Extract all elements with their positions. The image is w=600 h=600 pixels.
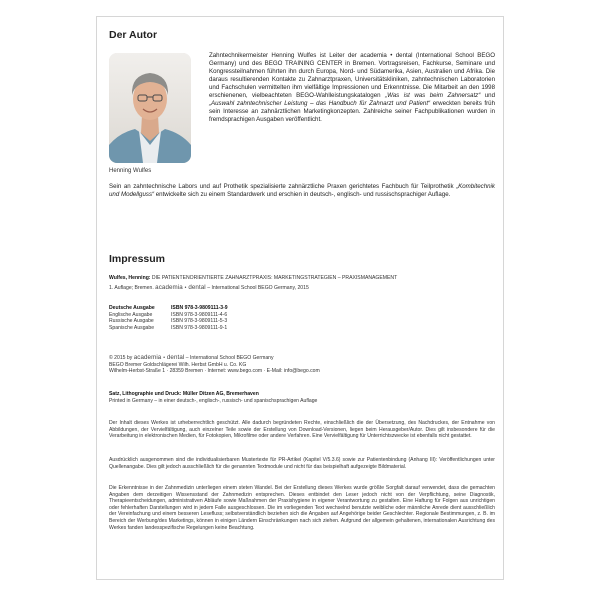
academia-dental-logo: academia • dental	[133, 354, 185, 361]
extra-text: entwickelte sich zu einem Standardwerk und erschien in deutsch-, englisch- und russischsprachiger Auflage.	[154, 191, 451, 199]
bio-book-title: „Was ist was beim Zahnersatz“	[385, 92, 481, 100]
bio-text: Zahntechnikermeister Henning Wulfes ist Leiter der academia • dental (International School BEGO Germany) und des BEGO TRAINING CENTER in Bremen. Vortragsreisen, Fachkurse, Seminare und Kongressteilnahmen führten ihn durch Europa, Nord- und Südamerika, Asien, Australien und Afrika. Die daraus resultierenden Kontakte zu Zahnarztpraxen, Universitätskliniken, zahntechnischen Laboratorien und Fachschulen vermittelten ihm vielfältige Impressionen und Erkenntnisse. Die Mitarbeit an den 1998 erschienenen, vielbeachteten BEGO-Wahlleistungskatalogen	[209, 52, 495, 100]
isbn-row: Englische Ausgabe ISBN 978-3-9809111-4-6	[109, 311, 228, 318]
author-bio	[209, 52, 495, 124]
author-portrait-image	[109, 53, 191, 163]
impressum-heading: Impressum	[109, 253, 166, 265]
disclaimer-paragraph: Die Erkenntnisse in der Zahnmedizin unterliegen einem steten Wandel. Bei der Erstellung dieses Werkes wurde größte Sorgfalt darauf verwendet, dass die gemachten Angaben dem derzeitigen Wissensstand der Zahnmedizin entsprechen. Dieses entbindet den Leser jedoch nicht von der Verpflichtung, seine Diagnostik, Therapieentscheidungen, administrativen Abläufe sowie Maßnahmen der Praxishygiene in eigener Verantwortung zu gestalten. Eine Haftung für Folgen aus unrichtigen oder fehlerhaften Darstellungen wird in jedem Falle ausgeschlossen. Die im vorliegenden Text wechselnd benutzte weibliche oder männliche Anrede dient ausschließlich der Vereinfachung und einem besseren Lesefluss; selbstverständlich beziehen sich die Angaben auf Angehörige beider Geschlechter. Regionale Bestimmungen, z. B. im Bereich der Werbung/des Marketings, können in einigen Ländern Einschränkungen nach sich ziehen. Aufgrund der allgemein gehaltenen, internationalen Ausrichtung des Werkes fanden landesspezifische Regelungen keine Beachtung.	[109, 485, 495, 531]
edition-prefix: 1. Auflage; Bremen.	[109, 285, 154, 291]
edition-line	[109, 285, 495, 292]
author-heading: Der Autor	[109, 29, 158, 41]
bio-text: erweckten bereits früh sein Interesse an zahnärztlichen Marketingkonzepten. Zahlreiche seiner Fachpublikationen wurden in fremdsprachigen Ausgaben veröffentlicht.	[209, 100, 495, 124]
book-title: DIE PATIENTENORIENTIERTE ZAHNARZTPRAXIS: MARKETINGSTRATEGIEN – PRAXISMANAGEMENT	[150, 275, 398, 281]
copyright-line: © 2015 by academia • dental – International School BEGO Germany	[109, 354, 274, 361]
isbn-row: Russische Ausgabe ISBN 978-3-9809111-5-3	[109, 318, 228, 325]
isbn-row: Deutsche Ausgabe ISBN 978-3-9809111-3-9	[109, 305, 228, 311]
extra-book-title: „Kombitechnik und Modellguss“	[109, 183, 495, 199]
print-line: Printed in Germany – in einer deutsch-, englisch-, russisch- und spanischsprachigen Auflage	[109, 397, 318, 404]
academia-dental-logo: academia • dental	[155, 284, 206, 291]
isbn-list	[109, 305, 495, 331]
author-photo	[109, 53, 191, 163]
book-author: Wulfes, Henning:	[109, 275, 151, 281]
publisher-address: Wilhelm-Herbst-Straße 1 · 28359 Bremen · Internet: www.bego.com · E-Mail: info@bego.com	[109, 368, 320, 375]
exception-paragraph: Ausdrücklich ausgenommen sind die individualisierbaren Mustertexte für PR-Artikel (Kapitel V/5.3.6) sowie zur Patientenbindung (Anhang III): Veröffentlichungen unter Quellenangabe. Dies gilt jedoch ausschließlich für die genannten Textmodule und nicht für das beispielhaft aufgezeigte Bildmaterial.	[109, 457, 495, 470]
copyright-paragraph: Der Inhalt dieses Werkes ist urheberrechtlich geschützt. Alle dadurch begründeten Rechte, einschließlich die der Übersetzung, des Nachdruckes, der Entnahme von Abbildungen, der Vervielfältigung, auch einzelner Teile sowie der Erstellung von Download-Versionen, liegen beim Herausgeber/Autor. Dies gilt insbesondere für die Verarbeitung in elektronischen Medien, für Fotokopien, Mikrofilme oder andere Verfahren. Eine Vervielfältigung für Unterrichtszwecke ist ebenfalls nicht gestattet.	[109, 420, 495, 440]
document-page	[96, 16, 504, 580]
bio-book-title: „Auswahl zahntechnischer Leistung – das Handbuch für Zahnarzt und Patient“	[209, 100, 431, 108]
print-heading: Satz, Lithographie und Druck: Müller Ditzen AG, Bremerhaven	[109, 391, 259, 397]
print-block	[109, 391, 495, 404]
photo-caption: Henning Wulfes	[109, 168, 152, 174]
copyright-block	[109, 355, 495, 375]
extra-text: Sein an zahntechnische Labors und auf Prothetik spezialisierte zahnärztliche Praxen gerichtetes Fachbuch für Teilprothetik	[109, 183, 457, 190]
publisher-line: BEGO Bremer Goldschlägerei Wilh. Herbst GmbH u. Co. KG	[109, 361, 247, 368]
edition-suffix: – International School BEGO Germany, 2015	[207, 285, 309, 291]
book-title-line	[109, 275, 495, 282]
isbn-row: Spanische Ausgabe ISBN 978-3-9809111-9-1	[109, 324, 228, 331]
author-extra-paragraph	[109, 183, 495, 199]
bio-text: und	[480, 92, 496, 100]
